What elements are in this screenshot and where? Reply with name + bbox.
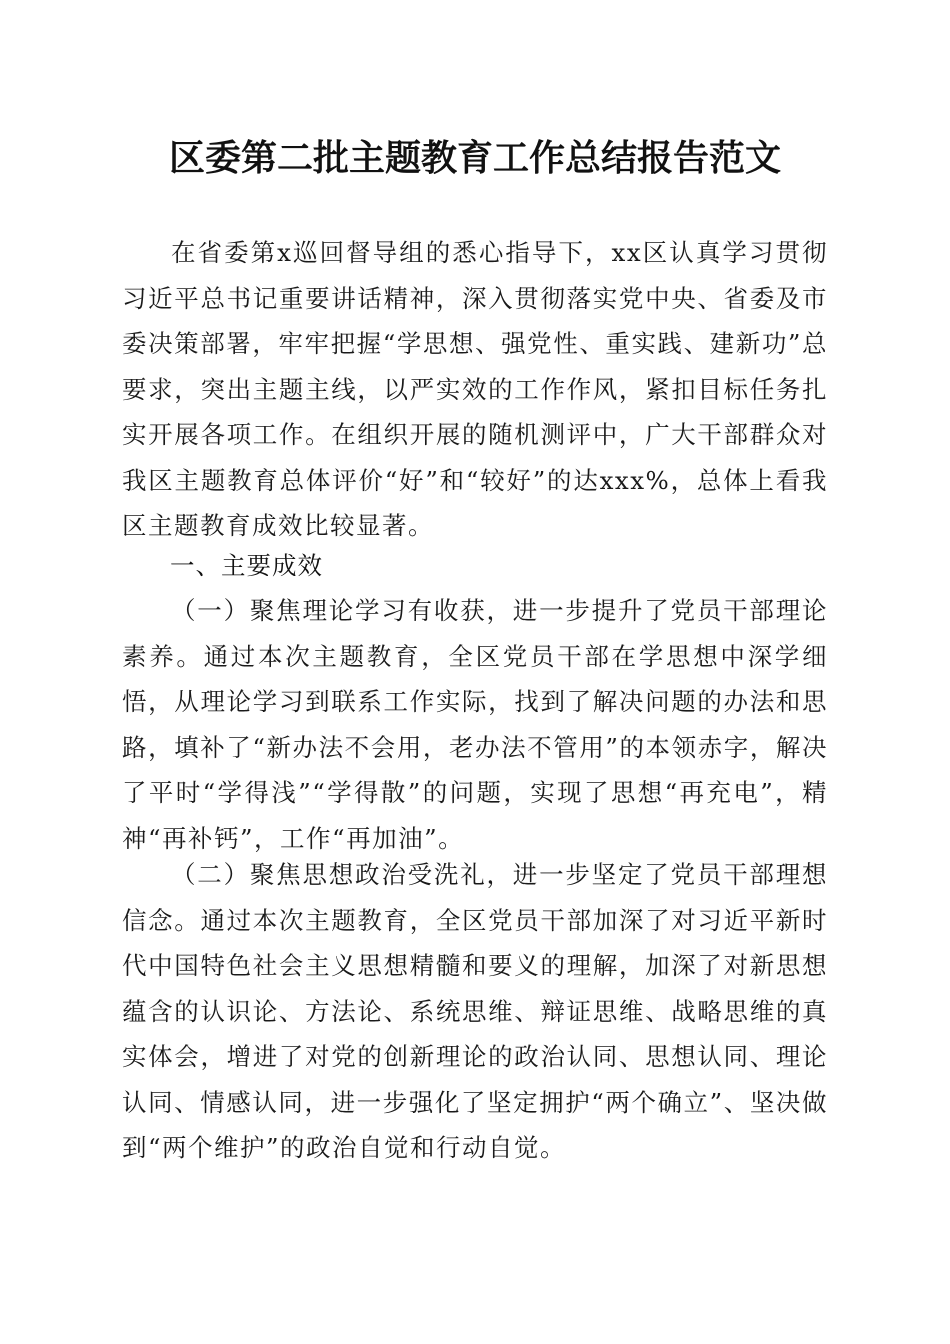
intro-paragraph: 在省委第x巡回督导组的悉心指导下，xx区认真学习贯彻习近平总书记重要讲话精神，深入贯彻落实党中央、省委及市委决策部署，牢牢把握“学思想、强党性、重实践、建新功”总要求，突出主题主线，以严实效的工作作风，紧扣目标任务扎实开展各项工作。在组织开展的随机测评中，广大干部群众对我区主题教育总体评价“好”和“较好”的达xxx%，总体上看我区主题教育成效比较显著。	[122, 238, 828, 540]
paragraph-political-thought: （二）聚焦思想政治受洗礼，进一步坚定了党员干部理想信念。通过本次主题教育，全区党员干部加深了对习近平新时代中国特色社会主义思想精髓和要义的理解，加深了对新思想蕴含的认识论、方法论、系统思维、辩证思维、战略思维的真实体会，增进了对党的创新理论的政治认同、思想认同、理论认同、情感认同，进一步强化了坚定拥护“两个确立”、坚决做到“两个维护”的政治自觉和行动自觉。	[122, 860, 828, 1162]
page-title: 区委第二批主题教育工作总结报告范文	[168, 137, 781, 179]
paragraph-theory-study: （一）聚焦理论学习有收获，进一步提升了党员干部理论素养。通过本次主题教育，全区党员干部在学思想中深学细悟，从理论学习到联系工作实际，找到了解决问题的办法和思路，填补了“新办法不会用，老办法不管用”的本领赤字，解决了平时“学得浅”“学得散”的问题，实现了思想“再充电”，精神“再补钙”，工作“再加油”。	[122, 596, 828, 853]
section-heading: 一、主要成效	[170, 551, 323, 580]
